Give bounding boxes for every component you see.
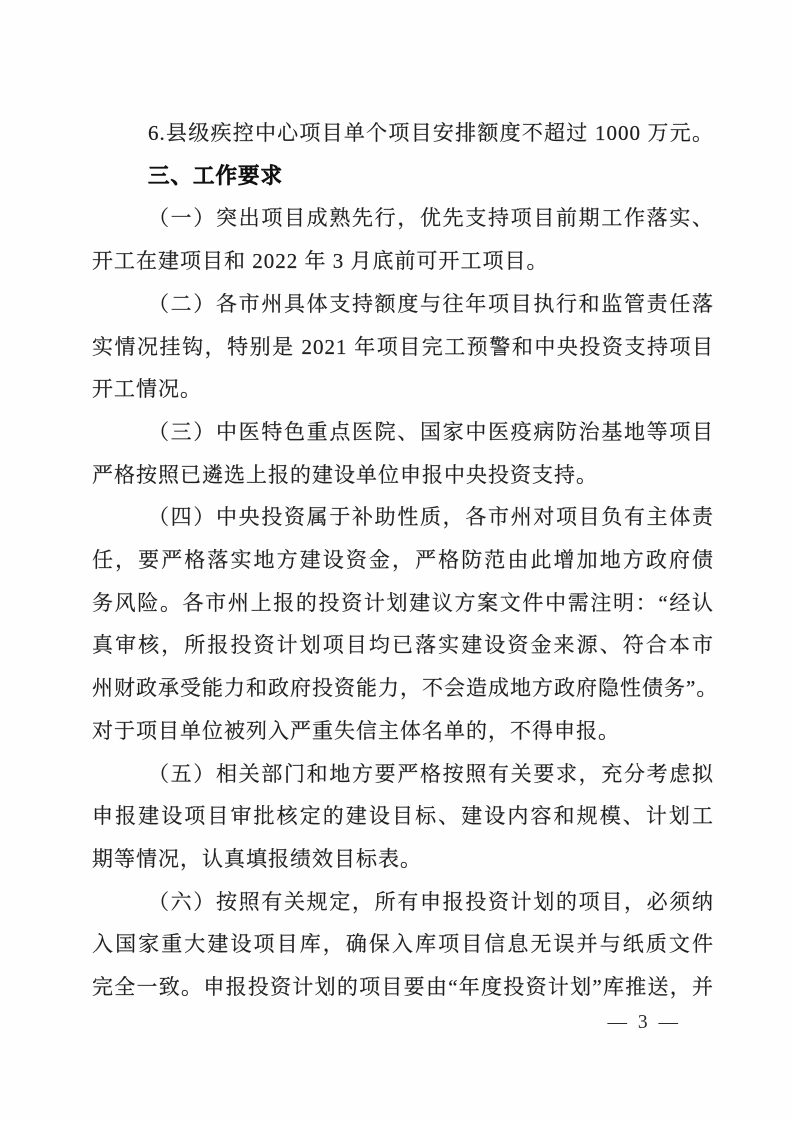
clause-2-line: （二）各市州具体支持额度与往年项目执行和监管责任落 [148, 291, 714, 316]
clause-1-line: 开工在建项目和 2022 年 3 月底前可开工项目。 [92, 249, 549, 274]
clause-4-line: （四）中央投资属于补助性质，各市州对项目负有主体责 [148, 505, 714, 530]
clause-4-line: 州财政承受能力和政府投资能力，不会造成地方政府隐性债务”。 [92, 676, 719, 701]
clause-2-line: 开工情况。 [92, 377, 202, 402]
clause-5-line: 申报建设项目审批核定的建设目标、建设内容和规模、计划工 [92, 804, 714, 829]
clause-6-line: 入国家重大建设项目库，确保入库项目信息无误并与纸质文件 [92, 932, 714, 957]
clause-4-line: 真审核，所报投资计划项目均已落实建设资金来源、符合本市 [92, 633, 714, 658]
clause-4-line: 任，要严格落实地方建设资金，严格防范由此增加地方政府债 [92, 548, 714, 573]
section-heading: 三、工作要求 [148, 163, 284, 188]
clause-5-line: 期等情况，认真填报绩效目标表。 [92, 846, 422, 871]
clause-4-line: 对于项目单位被列入严重失信主体名单的，不得申报。 [92, 718, 620, 743]
numbered-item-line: 6.县级疾控中心项目单个项目安排额度不超过 1000 万元。 [148, 121, 714, 145]
clause-4-line: 务风险。各市州上报的投资计划建议方案文件中需注明：“经认 [92, 590, 714, 615]
clause-2-line: 实情况挂钩，特别是 2021 年项目完工预警和中央投资支持项目 [92, 334, 714, 359]
page-number: — 3 — [607, 1012, 681, 1033]
clause-1-line: （一）突出项目成熟先行，优先支持项目前期工作落实、 [148, 206, 714, 231]
document-body [92, 112, 719, 1009]
clause-6-line: 完全一致。申报投资计划的项目要由“年度投资计划”库推送，并 [92, 975, 714, 1000]
clause-3-line: （三）中医特色重点医院、国家中医疫病防治基地等项目 [148, 419, 714, 444]
clause-6-line: （六）按照有关规定，所有申报投资计划的项目，必须纳 [148, 889, 714, 914]
clause-3-line: 严格按照已遴选上报的建设单位申报中央投资支持。 [92, 462, 598, 487]
clause-5-line: （五）相关部门和地方要严格按照有关要求，充分考虑拟 [148, 761, 714, 786]
